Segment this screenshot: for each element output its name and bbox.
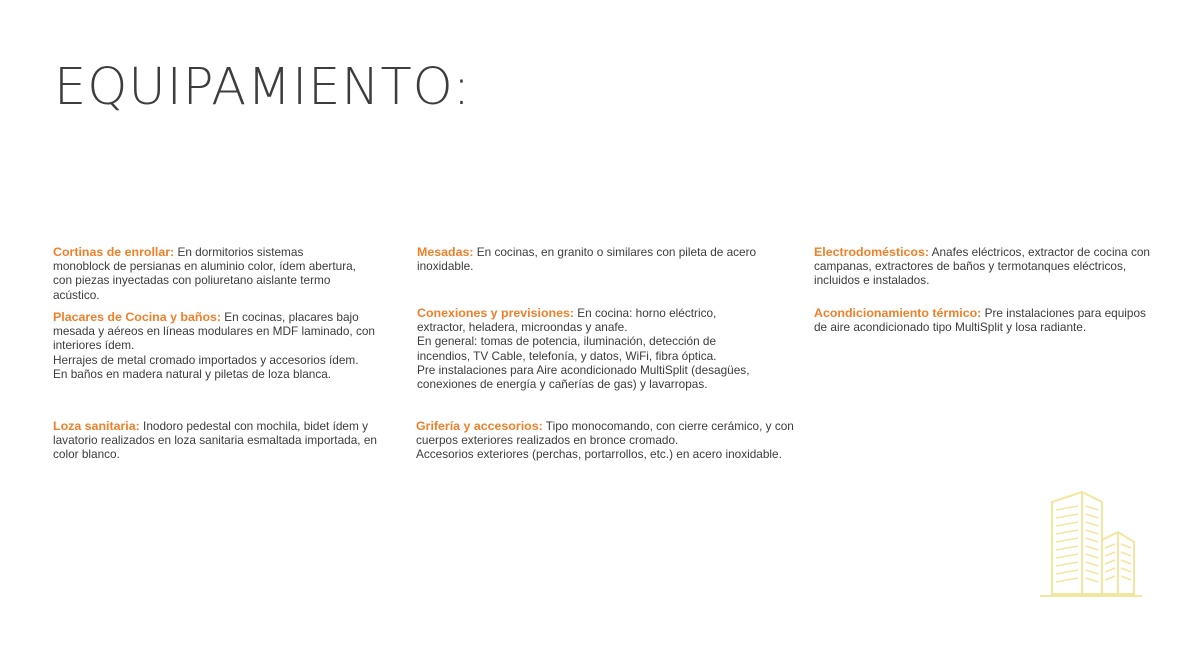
item-heading: Cortinas de enrollar: [53,245,175,259]
item-griferia [416,419,806,462]
item-conexiones [417,306,762,391]
item-heading: Grifería y accesorios: [416,419,543,433]
item-acondicionamiento [814,306,1159,334]
item-heading: Conexiones y previsiones: [417,306,575,320]
item-text: En cocinas, placares bajo mesada y aéreos en líneas modulares en MDF laminado, con interiores ídem. [53,310,375,353]
item-text: Anafes eléctricos, extractor de cocina con campanas, extractores de baños y termotanques eléctricos, incluidos e instalados. [814,245,1150,288]
item-heading: Mesadas: [417,245,474,259]
item-text: Accesorios exteriores (perchas, portarrollos, etc.) en acero inoxidable. [416,447,782,462]
item-text: En cocinas, en granito o similares con pileta de acero inoxidable. [417,245,757,274]
item-text: En cocina: horno eléctrico, extractor, heladera, microondas y anafe. [417,306,717,335]
item-text: En general: tomas de potencia, iluminación, detección de incendios, TV Cable, telefonía, y datos, WiFi, fibra óptica. [417,334,717,363]
item-text: En dormitorios sistemas monoblock de persianas en aluminio color, ídem abertura, con piezas inyectadas con poliuretano aislante termo acústico. [53,245,356,302]
item-text: En baños en madera natural y piletas de loza blanca. [53,366,332,381]
item-heading: Placares de Cocina y baños: [53,310,222,324]
item-heading: Loza sanitaria: [53,419,140,433]
item-loza [53,419,383,462]
item-heading: Electrodomésticos: [814,245,929,259]
item-placares [53,310,403,381]
buildings-icon [1038,488,1146,600]
item-heading: Acondicionamiento térmico: [814,306,982,320]
item-mesadas [417,245,802,273]
item-text: Herrajes de metal cromado importados y accesorios ídem. [53,352,359,367]
item-cortinas [53,245,358,302]
item-text: Pre instalaciones para Aire acondicionado MultiSplit (desagües, conexiones de energía y cañerías de gas) y lavarropas. [417,362,750,392]
item-text: Tipo monocomando, con cierre cerámico, y con cuerpos exteriores realizados en bronce cromado. [416,419,794,448]
item-text: Pre instalaciones para equipos de aire acondicionado tipo MultiSplit y losa radiante. [814,306,1146,335]
item-text: Inodoro pedestal con mochila, bidet ídem y lavatorio realizados en loza sanitaria esmaltada importada, en color blanco. [53,419,377,462]
item-electrodomesticos [814,245,1169,288]
page-title: EQUIPAMIENTO: [54,58,472,117]
